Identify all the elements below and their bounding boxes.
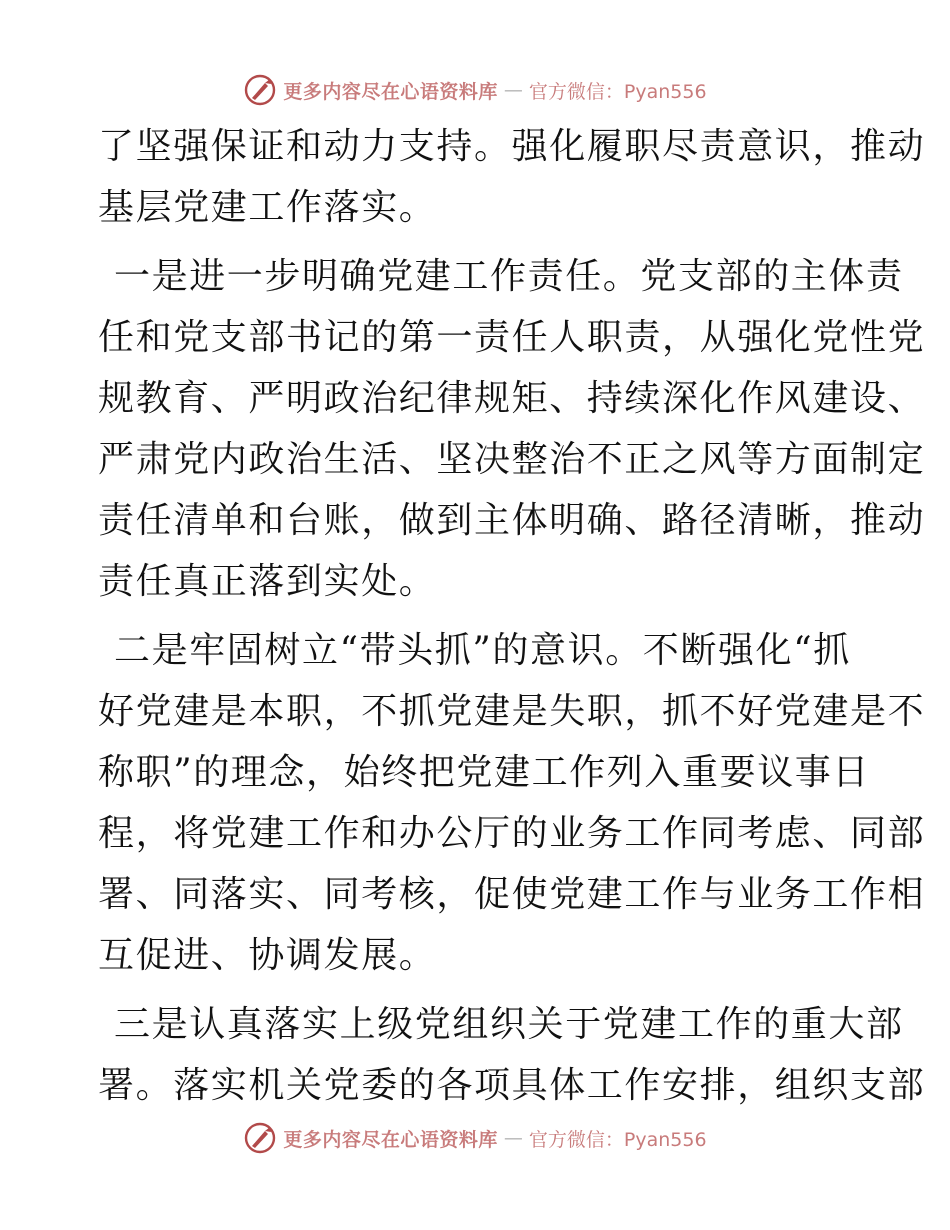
text-line: 三是认真落实上级党组织关于党建工作的重大部 xyxy=(114,1004,904,1045)
watermark-account: 官方微信：Pyan556 xyxy=(528,1128,707,1151)
text-line: 规教育、严明政治纪律规矩、持续深化作风建设、 xyxy=(98,378,926,419)
text-line: 互促进、协调发展。 xyxy=(98,935,437,976)
text-line: 程，将党建工作和办公厅的业务工作同考虑、同部 xyxy=(98,813,926,854)
text-line: 署。落实机关党委的各项具体工作安排，组织支部 xyxy=(98,1065,926,1106)
footer-watermark xyxy=(0,1118,950,1158)
paragraph-point-three xyxy=(98,994,926,1116)
text-line: 一是进一步明确党建工作责任。党支部的主体责 xyxy=(114,256,904,297)
text-line: 了坚强保证和动力支持。强化履职尽责意识，推动 xyxy=(98,126,926,167)
paragraph-continuation xyxy=(98,116,926,238)
text-line: 基层党建工作落实。 xyxy=(98,187,437,228)
quill-logo-icon xyxy=(243,1121,277,1155)
text-line: 称职”的理念，始终把党建工作列入重要议事日 xyxy=(98,752,871,793)
text-line: 二是牢固树立“带头抓”的意识。不断强化“抓 xyxy=(114,630,851,671)
text-line: 严肃党内政治生活、坚决整治不正之风等方面制定 xyxy=(98,439,926,480)
document-body xyxy=(98,116,926,1116)
watermark-separator: — xyxy=(503,79,523,101)
watermark-text: 更多内容尽在心语资料库 xyxy=(283,1128,498,1151)
text-line: 署、同落实、同考核，促使党建工作与业务工作相 xyxy=(98,874,926,915)
text-line: 责任清单和台账，做到主体明确、路径清晰，推动 xyxy=(98,500,926,541)
watermark-account: 官方微信：Pyan556 xyxy=(528,80,707,103)
paragraph-point-one xyxy=(98,246,926,612)
watermark-separator: — xyxy=(503,1127,523,1149)
text-line: 责任真正落到实处。 xyxy=(98,561,437,602)
header-watermark xyxy=(0,70,950,110)
quill-logo-icon xyxy=(243,73,277,107)
watermark-text: 更多内容尽在心语资料库 xyxy=(283,80,498,103)
text-line: 好党建是本职，不抓党建是失职，抓不好党建是不 xyxy=(98,691,926,732)
text-line: 任和党支部书记的第一责任人职责，从强化党性党 xyxy=(98,317,926,358)
paragraph-point-two xyxy=(98,620,926,986)
